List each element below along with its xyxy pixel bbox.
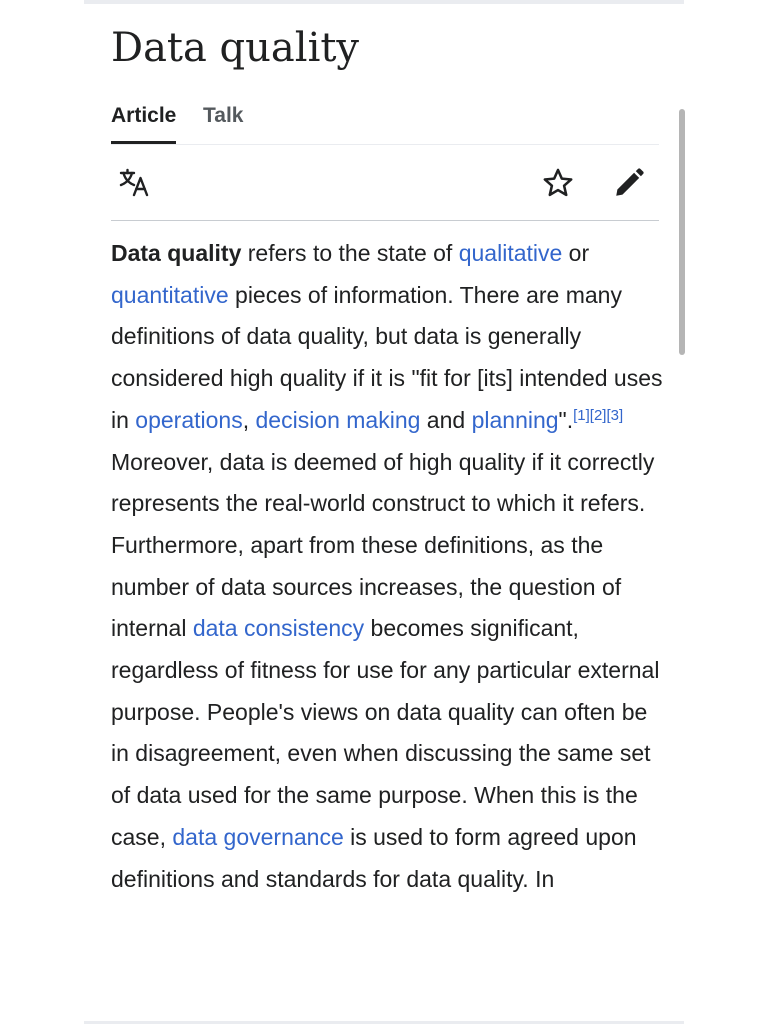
top-edge-divider bbox=[84, 0, 684, 4]
pencil-icon-glyph bbox=[612, 166, 646, 200]
tab-article[interactable]: Article bbox=[111, 100, 176, 144]
article-text: is used to form agreed upon definitions and standards for data quality. In bbox=[111, 823, 637, 892]
article-subject-bold: Data quality bbox=[111, 240, 242, 266]
article-lead-paragraph bbox=[111, 233, 671, 900]
article-link[interactable]: operations bbox=[135, 406, 243, 433]
article-link[interactable]: decision making bbox=[255, 406, 421, 433]
article-link[interactable]: qualitative bbox=[458, 240, 563, 266]
article-link[interactable]: planning bbox=[471, 406, 559, 433]
article-link[interactable]: data consistency bbox=[192, 615, 365, 642]
language-icon-glyph bbox=[118, 168, 152, 198]
reference-link[interactable]: [1] bbox=[573, 406, 590, 424]
scrollbar-thumb[interactable] bbox=[679, 109, 685, 355]
article-text: , bbox=[242, 406, 256, 433]
article-text: ". bbox=[558, 406, 574, 433]
article-text: refers to the state of bbox=[241, 240, 459, 266]
article-text: becomes significant, regardless of fitness for use for any particular external purpose. People's views on data quality can often be in disagreement, even when discussing the same set of data used for the same purpose. When this is the case, bbox=[111, 615, 660, 850]
star-icon-glyph bbox=[541, 166, 575, 200]
language-icon[interactable] bbox=[117, 165, 153, 201]
page-title: Data quality bbox=[111, 25, 360, 71]
reference-link[interactable]: [3] bbox=[606, 406, 624, 424]
article-link[interactable]: data governance bbox=[172, 823, 344, 850]
tab-talk[interactable]: Talk bbox=[203, 104, 244, 127]
pencil-icon[interactable] bbox=[611, 165, 647, 201]
reference-link[interactable]: [2] bbox=[589, 406, 607, 424]
page-actions-toolbar bbox=[111, 145, 659, 221]
star-icon[interactable] bbox=[540, 165, 576, 201]
article-text: Moreover, data is deemed of high quality if it correctly represents the real-world construct to which it refers. Furthermore, apart from these definitions, as the number of data sources increases, the question of internal bbox=[111, 448, 655, 642]
citation-superscript bbox=[573, 407, 590, 424]
article-text: and bbox=[420, 406, 472, 433]
page-tabs bbox=[111, 100, 659, 145]
citation-superscript bbox=[606, 407, 623, 424]
article-text: pieces of information. There are many definitions of data quality, but data is generally considered high quality if it is "fit for [its] intended uses in bbox=[111, 281, 663, 433]
citation-superscript bbox=[590, 407, 607, 424]
article-link[interactable]: quantitative bbox=[111, 281, 229, 308]
article-text: or bbox=[562, 240, 590, 266]
